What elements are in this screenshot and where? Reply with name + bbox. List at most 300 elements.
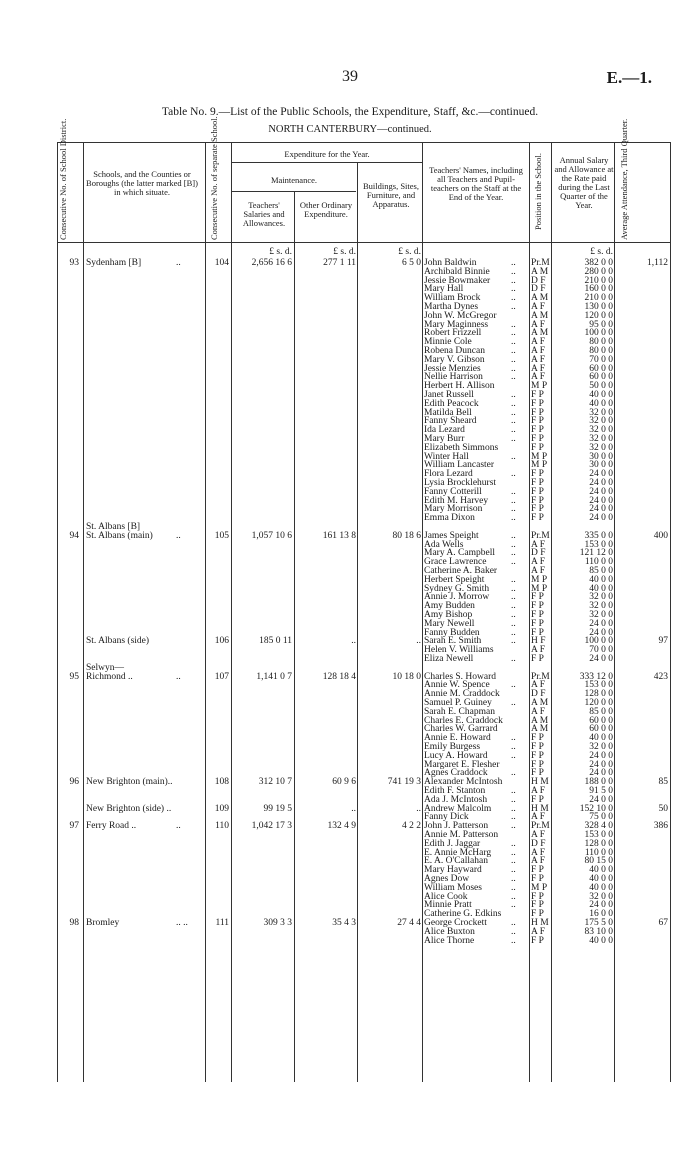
teacher-name: John Baldwin — [424, 258, 477, 268]
annual-salary: 30 0 0 — [589, 451, 613, 462]
teacher-name-dots: .. — [511, 354, 516, 365]
annual-salary: 24 0 0 — [589, 768, 613, 779]
annual-salary: 75 0 0 — [589, 812, 613, 823]
teacher-name: Sarah E. Smith — [424, 636, 482, 647]
annual-salary: 24 0 0 — [589, 513, 613, 524]
teacher-name: Mary Newell — [424, 618, 475, 629]
teacher-position: F P — [531, 865, 544, 876]
annual-salary: 40 0 0 — [589, 398, 613, 409]
header-rule-top — [57, 142, 670, 143]
header-school-no: Consecutive No. of separate School. — [209, 116, 219, 240]
teacher-position: Pr.M — [531, 821, 550, 832]
teacher-name-dots: .. — [511, 530, 516, 541]
table-title: Table No. 9.—List of the Public Schools, the Expenditure, Staff, &c.—continued. — [161, 106, 539, 118]
annual-salary: 24 0 0 — [589, 750, 613, 761]
teacher-name-dots: .. — [511, 302, 516, 312]
district-number: 97 — [69, 821, 79, 832]
teacher-name: Robena Duncan — [424, 346, 485, 356]
annual-salary: 24 0 0 — [589, 495, 613, 506]
teacher-position: H M — [531, 777, 549, 788]
teacher-position: D F — [531, 548, 546, 559]
teacher-position: F P — [531, 900, 544, 911]
teacher-name-dots: .. — [511, 258, 516, 268]
teacher-position: F P — [531, 891, 544, 902]
teacher-name-dots: .. — [511, 733, 516, 744]
teacher-name-dots: .. — [511, 275, 516, 286]
teacher-name: Emily Burgess — [424, 742, 481, 752]
annual-salary: 40 0 0 — [589, 583, 613, 594]
school-number: 110 — [215, 821, 229, 832]
teacher-name-dots: .. — [511, 618, 516, 629]
annual-salary: 130 0 0 — [584, 302, 613, 312]
school-name: St. Albans (side) — [86, 636, 150, 647]
teacher-position: F P — [531, 750, 544, 761]
teacher-position: F P — [531, 610, 544, 620]
annual-salary: 32 0 0 — [589, 742, 613, 752]
teacher-position: F P — [531, 742, 544, 752]
teachers-salaries: 2,656 16 6 — [251, 258, 292, 268]
teacher-name-dots: .. — [511, 891, 516, 902]
teacher-name: Edith M. Harvey — [424, 495, 489, 506]
teacher-position: F P — [531, 768, 544, 779]
teacher-position: A F — [531, 302, 545, 312]
teacher-name: Ada J. McIntosh — [424, 794, 488, 805]
buildings-expenditure: 741 19 3 — [387, 777, 421, 788]
teacher-name: Margaret E. Flesher — [424, 759, 500, 770]
teacher-position: M P — [531, 574, 548, 585]
teacher-name: Alexander McIntosh — [424, 777, 503, 788]
annual-salary: 210 0 0 — [584, 275, 613, 286]
teacher-name: Lucy A. Howard — [424, 750, 488, 761]
header-schools: Schools, and the Counties or Boroughs (the latter marked [B]) in which situate. — [86, 169, 198, 197]
teacher-position: A F — [531, 337, 545, 348]
annual-salary: 382 0 0 — [584, 258, 613, 268]
teacher-position: F P — [531, 513, 544, 524]
teacher-name-dots: .. — [511, 812, 516, 823]
school-number: 107 — [214, 671, 229, 682]
teacher-name: James Speight — [424, 530, 479, 541]
annual-salary: 24 0 0 — [589, 794, 613, 805]
teacher-name-dots: .. — [511, 583, 516, 594]
teacher-name: Amy Bishop — [424, 610, 473, 620]
other-expenditure: 132 4 9 — [327, 821, 356, 832]
teacher-name: Mary Hayward — [424, 865, 482, 876]
teacher-name-dots: .. — [511, 557, 516, 568]
teacher-name: E. A. O'Callahan — [424, 856, 488, 867]
district-number: 95 — [69, 671, 79, 682]
annual-salary: 32 0 0 — [589, 610, 613, 620]
teacher-position: F P — [531, 504, 544, 515]
teacher-name-dots: .. — [511, 821, 516, 832]
teacher-position: H M — [531, 803, 549, 814]
teacher-name-dots: .. — [511, 337, 516, 348]
teacher-name-dots: .. — [511, 390, 516, 400]
teacher-name-dots: .. — [511, 495, 516, 506]
annual-salary: 40 0 0 — [589, 390, 613, 400]
other-expenditure: 35 4 3 — [332, 918, 356, 928]
teacher-name-dots: .. — [511, 513, 516, 524]
teacher-name-dots: .. — [511, 926, 516, 937]
teacher-name-dots: .. — [511, 363, 516, 374]
district-number: 96 — [69, 777, 79, 788]
teacher-position: F P — [531, 618, 544, 629]
expenditure-rule — [232, 162, 422, 163]
teacher-name: Emma Dixon — [424, 513, 475, 524]
teacher-name-dots: .. — [511, 416, 516, 427]
buildings-expenditure: .. — [416, 803, 421, 814]
teacher-name: Agnes Dow — [424, 874, 470, 884]
school-name: Ferry Road .. — [86, 821, 137, 832]
teacher-name: Ada Wells — [424, 539, 464, 550]
annual-salary: 85 0 0 — [589, 706, 613, 717]
annual-salary: 32 0 0 — [589, 891, 613, 902]
teacher-position: A F — [531, 354, 545, 365]
other-expenditure: 161 13 8 — [322, 530, 356, 541]
teacher-position: A F — [531, 812, 545, 823]
annual-salary: 335 0 0 — [584, 530, 613, 541]
buildings-expenditure: 10 18 0 — [392, 671, 421, 682]
annual-salary: 153 0 0 — [584, 830, 613, 840]
annual-salary: 50 0 0 — [589, 381, 613, 392]
annual-salary: 153 0 0 — [584, 680, 613, 691]
annual-salary: 83 10 0 — [584, 926, 613, 937]
teacher-name-dots: .. — [511, 434, 516, 444]
teacher-name: Mary Hall — [424, 284, 464, 295]
average-attendance: 50 — [658, 803, 668, 814]
teacher-position: F P — [531, 469, 544, 480]
buildings-expenditure: 6 5 0 — [402, 258, 421, 268]
teacher-position: M P — [531, 381, 548, 392]
teacher-name: Helen V. Williams — [424, 645, 494, 656]
teacher-name-dots: .. — [511, 266, 516, 277]
annual-salary: 110 0 0 — [584, 557, 613, 568]
leader-dots: .. — [176, 530, 181, 541]
teacher-position: D F — [531, 689, 546, 700]
annual-salary: 32 0 0 — [589, 407, 613, 418]
annual-salary: 153 0 0 — [584, 539, 613, 550]
school-name: Sydenham [B] — [86, 258, 142, 268]
teacher-name: Alice Thorne — [424, 935, 475, 946]
header-attendance: Average Attendance, Third Quarter. — [619, 118, 629, 240]
teacher-name-dots: .. — [511, 750, 516, 761]
teacher-position: Pr.M — [531, 258, 550, 268]
teacher-name: Fanny Cotterill — [424, 486, 482, 497]
teacher-position: F P — [531, 759, 544, 770]
teacher-name: Archibald Binnie — [424, 266, 490, 277]
school-number: 104 — [214, 258, 229, 268]
teacher-name-dots: .. — [511, 918, 516, 928]
header-district-no: Consecutive No. of School District. — [58, 118, 68, 240]
teacher-position: A M — [531, 310, 549, 321]
teacher-position: M P — [531, 583, 548, 594]
teacher-name: Robert Frizzell — [424, 328, 482, 339]
table-row — [0, 937, 700, 946]
teacher-name: Fanny Dick — [424, 812, 469, 823]
teacher-position: A F — [531, 830, 545, 840]
annual-salary: 40 0 0 — [589, 874, 613, 884]
teacher-position: A F — [531, 557, 545, 568]
annual-salary: 24 0 0 — [589, 469, 613, 480]
teachers-salaries: 309 3 3 — [263, 918, 292, 928]
annual-salary: 128 0 0 — [584, 689, 613, 700]
teacher-position: A M — [531, 698, 549, 708]
unit-label-other: £ s. d. — [333, 247, 356, 257]
teacher-position: A F — [531, 706, 545, 717]
header-rule-bottom — [57, 242, 670, 243]
teacher-name: Grace Lawrence — [424, 557, 487, 568]
teacher-position: F P — [531, 592, 544, 603]
teacher-name-dots: .. — [511, 768, 516, 779]
header-expenditure: Expenditure for the Year. — [284, 149, 370, 159]
teacher-name: Martha Dynes — [424, 302, 479, 312]
teacher-name: Winter Hall — [424, 451, 469, 462]
teacher-name-dots: .. — [511, 372, 516, 383]
teacher-name: Sydney G. Smith — [424, 583, 490, 594]
teacher-position: A F — [531, 566, 545, 576]
buildings-expenditure: 27 4 4 — [397, 918, 421, 928]
teacher-position: F P — [531, 486, 544, 497]
teacher-position: F P — [531, 390, 544, 400]
teacher-name: George Crockett — [424, 918, 487, 928]
teacher-name-dots: .. — [511, 654, 516, 664]
table-subtitle: NORTH CANTERBURY—continued. — [268, 124, 432, 135]
teacher-name: Ida Lezard — [424, 425, 465, 436]
school-name: Selwyn— — [86, 662, 124, 673]
teacher-position: M P — [531, 882, 548, 893]
teacher-name-dots: .. — [511, 882, 516, 893]
teacher-name-dots: .. — [511, 698, 516, 708]
school-name: St. Albans [B] — [86, 522, 141, 532]
teacher-name: Edith F. Stanton — [424, 786, 486, 796]
annual-salary: 70 0 0 — [589, 354, 613, 365]
teacher-name-dots: .. — [511, 680, 516, 691]
school-name: Richmond .. — [86, 671, 133, 682]
teacher-name: Herbert H. Allison — [424, 381, 495, 392]
annual-salary: 24 0 0 — [589, 618, 613, 629]
teacher-name: William Lancaster — [424, 460, 495, 471]
school-number: 105 — [214, 530, 229, 541]
teacher-position: F P — [531, 601, 544, 612]
teacher-position: Pr.M — [531, 530, 550, 541]
teacher-name: Mary Burr — [424, 434, 465, 444]
teacher-name: Elizabeth Simmons — [424, 442, 499, 453]
teacher-name: Alice Cook — [424, 891, 468, 902]
annual-salary: 80 0 0 — [589, 337, 613, 348]
other-expenditure: 128 18 4 — [322, 671, 356, 682]
teacher-name: Janet Russell — [424, 390, 474, 400]
teacher-name: Agnes Craddock — [424, 768, 488, 779]
teacher-name-dots: .. — [511, 874, 516, 884]
annual-salary: 121 12 0 — [579, 548, 613, 559]
teacher-position: A F — [531, 680, 545, 691]
teacher-name-dots: .. — [511, 486, 516, 497]
teacher-name: Minnie Pratt — [424, 900, 472, 911]
teacher-name-dots: .. — [511, 425, 516, 436]
teacher-name: Charles E. Craddock — [424, 715, 503, 726]
teacher-name-dots: .. — [511, 786, 516, 796]
teachers-salaries: 1,057 10 6 — [251, 530, 292, 541]
annual-salary: 120 0 0 — [584, 698, 613, 708]
teacher-position: F P — [531, 627, 544, 638]
annual-salary: 24 0 0 — [589, 900, 613, 911]
buildings-expenditure: 4 2 2 — [402, 821, 421, 832]
annual-salary: 60 0 0 — [589, 724, 613, 735]
annual-salary: 32 0 0 — [589, 442, 613, 453]
teacher-name-dots: .. — [511, 803, 516, 814]
average-attendance: 423 — [653, 671, 668, 682]
average-attendance: 85 — [658, 777, 668, 788]
annual-salary: 24 0 0 — [589, 478, 613, 488]
teachers-salaries: 185 0 11 — [259, 636, 292, 647]
header-maintenance: Maintenance. — [270, 175, 318, 185]
teacher-position: A F — [531, 856, 545, 867]
annual-salary: 175 5 0 — [584, 918, 613, 928]
annual-salary: 210 0 0 — [584, 293, 613, 304]
teacher-position: A F — [531, 786, 545, 796]
teacher-name-dots: .. — [511, 601, 516, 612]
teacher-name-dots: .. — [511, 742, 516, 752]
teacher-name: Andrew Malcolm — [424, 803, 492, 814]
teacher-name-dots: .. — [511, 935, 516, 946]
annual-salary: 160 0 0 — [584, 284, 613, 295]
district-number: 93 — [69, 258, 79, 268]
annual-salary: 24 0 0 — [589, 504, 613, 515]
teacher-name: William Moses — [424, 882, 482, 893]
teacher-name-dots: .. — [511, 592, 516, 603]
buildings-expenditure: 80 18 6 — [392, 530, 421, 541]
leader-dots: .. .. — [176, 918, 188, 928]
teacher-position: A F — [531, 319, 545, 330]
annual-salary: 120 0 0 — [584, 310, 613, 321]
annual-salary: 328 4 0 — [584, 821, 613, 832]
annual-salary: 95 0 0 — [589, 319, 613, 330]
average-attendance: 386 — [653, 821, 668, 832]
annual-salary: 32 0 0 — [589, 416, 613, 427]
teacher-position: Pr.M — [531, 671, 550, 682]
teacher-name-dots: .. — [511, 865, 516, 876]
teacher-name-dots: .. — [511, 548, 516, 559]
teacher-name: Eliza Newell — [424, 654, 474, 664]
teacher-position: F P — [531, 398, 544, 409]
teacher-position: A F — [531, 539, 545, 550]
teachers-salaries: 1,141 0 7 — [256, 671, 292, 682]
teacher-name: E. Annie McHarg — [424, 847, 492, 858]
teacher-position: F P — [531, 874, 544, 884]
annual-salary: 152 10 0 — [579, 803, 613, 814]
header-annual-salary: Annual Salary and Allowance at the Rate paid during the Last Quarter of the Year. — [554, 155, 614, 210]
teacher-name: Charles S. Howard — [424, 671, 497, 682]
header-teachers: Teachers' Names, including all Teachers and Pupil-teachers on the Staff at the End of the Year. — [429, 165, 523, 202]
annual-salary: 91 5 0 — [589, 786, 613, 796]
teacher-position: A F — [531, 372, 545, 383]
teacher-name: Annie E. Howard — [424, 733, 491, 744]
teacher-name-dots: .. — [511, 328, 516, 339]
annual-salary: 100 0 0 — [584, 636, 613, 647]
teacher-position: F P — [531, 495, 544, 506]
annual-salary: 128 0 0 — [584, 838, 613, 849]
teacher-name-dots: .. — [511, 346, 516, 356]
teacher-name-dots: .. — [511, 451, 516, 462]
teacher-position: D F — [531, 275, 546, 286]
other-expenditure: .. — [351, 636, 356, 647]
leader-dots: .. — [176, 671, 181, 682]
teacher-position: F P — [531, 733, 544, 744]
annual-salary: 188 0 0 — [584, 777, 613, 788]
teacher-name-dots: .. — [511, 284, 516, 295]
teacher-name: Annie M. Patterson — [424, 830, 499, 840]
teacher-name-dots: .. — [511, 407, 516, 418]
teacher-name: Edith J. Jaggar — [424, 838, 481, 849]
teacher-position: D F — [531, 284, 546, 295]
district-number: 98 — [69, 918, 79, 928]
annual-salary: 70 0 0 — [589, 645, 613, 656]
annual-salary: 40 0 0 — [589, 935, 613, 946]
teacher-name: William Brock — [424, 293, 481, 304]
teacher-name-dots: .. — [511, 610, 516, 620]
teacher-name: John J. Patterson — [424, 821, 489, 832]
teacher-name: Herbert Speight — [424, 574, 485, 585]
teacher-name: Amy Budden — [424, 601, 475, 612]
teacher-name-dots: .. — [511, 398, 516, 409]
teacher-position: F P — [531, 909, 544, 920]
teacher-name-dots: .. — [511, 838, 516, 849]
annual-salary: 60 0 0 — [589, 372, 613, 383]
teacher-position: F P — [531, 434, 544, 444]
teacher-position: H F — [531, 636, 546, 647]
teacher-name: John W. McGregor — [424, 310, 497, 321]
teacher-name-dots: .. — [511, 504, 516, 515]
teacher-position: A M — [531, 266, 549, 277]
teacher-name: Minnie Cole — [424, 337, 472, 348]
page-code: E.—1. — [606, 68, 652, 87]
teacher-position: F P — [531, 478, 544, 488]
unit-label-buildings: £ s. d. — [398, 247, 421, 257]
teacher-position: F P — [531, 425, 544, 436]
annual-salary: 32 0 0 — [589, 601, 613, 612]
teacher-name: Annie J. Morrow — [424, 592, 490, 603]
other-expenditure: 60 9 6 — [332, 777, 356, 788]
annual-salary: 16 0 0 — [589, 909, 613, 920]
teacher-name-dots: .. — [511, 539, 516, 550]
teacher-name: Matilda Bell — [424, 407, 472, 418]
teacher-name: Nellie Harrison — [424, 372, 483, 383]
teacher-position: H M — [531, 918, 549, 928]
teacher-name: Lysia Brocklehurst — [424, 478, 497, 488]
teacher-position: A F — [531, 847, 545, 858]
teacher-name-dots: .. — [511, 319, 516, 330]
annual-salary: 280 0 0 — [584, 266, 613, 277]
teacher-name: Samuel P. Guiney — [424, 698, 492, 708]
annual-salary: 40 0 0 — [589, 574, 613, 585]
teacher-name-dots: .. — [511, 636, 516, 647]
school-number: 109 — [214, 803, 229, 814]
teacher-name-dots: .. — [511, 469, 516, 480]
teacher-position: F P — [531, 794, 544, 805]
teacher-position: A M — [531, 328, 549, 339]
average-attendance: 97 — [658, 636, 668, 647]
teacher-name: Annie M. Craddock — [424, 689, 500, 700]
annual-salary: 80 15 0 — [584, 856, 613, 867]
teacher-name: Catherine G. Edkins — [424, 909, 502, 920]
teacher-position: A M — [531, 293, 549, 304]
school-name: Bromley — [86, 918, 120, 928]
teacher-position: A M — [531, 715, 549, 726]
teacher-position: M P — [531, 451, 548, 462]
annual-salary: 24 0 0 — [589, 627, 613, 638]
school-number: 111 — [215, 918, 229, 928]
header-salaries: Teachers' Salaries and Allowances. — [242, 200, 286, 228]
teacher-name-dots: .. — [511, 794, 516, 805]
